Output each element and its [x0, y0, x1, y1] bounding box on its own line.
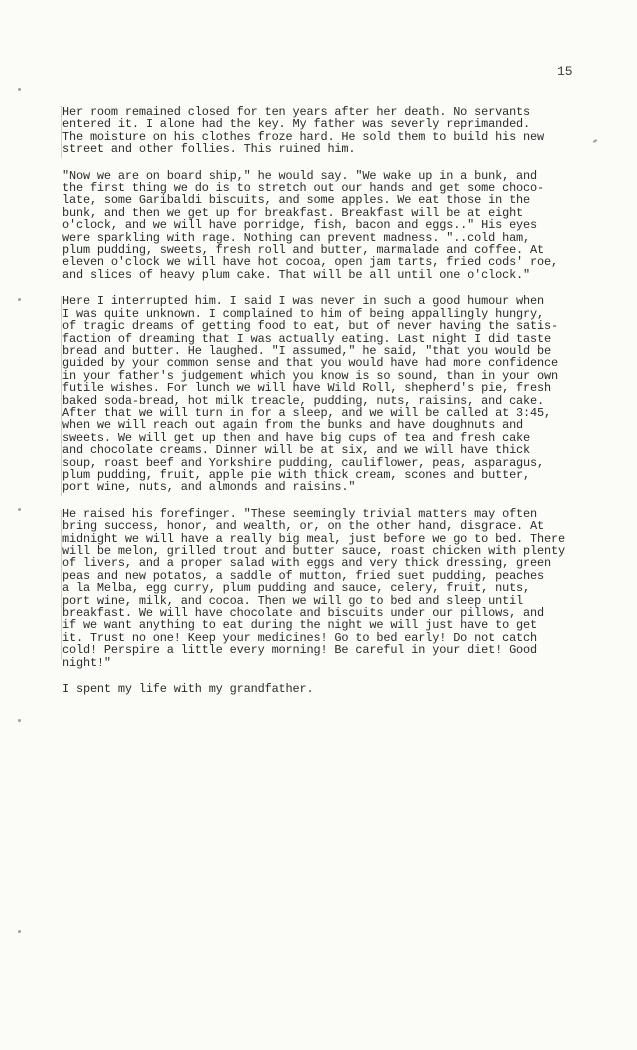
text-line: bunk, and then we get up for breakfast. Breakfast will be at eight	[62, 205, 524, 220]
paragraph	[62, 508, 602, 669]
paragraph	[62, 106, 602, 156]
text-line: of tragic dreams of getting food to eat, but of never having the satis-	[62, 319, 558, 334]
text-line: breakfast. We will have chocolate and biscuits under our pillows, and	[62, 606, 545, 621]
text-line: it. Trust no one! Keep your medicines! Go to bed early! Do not catch	[62, 630, 538, 645]
text-line: the first thing we do is to stretch out our hands and get some choco-	[62, 181, 545, 196]
text-line: entered it. I alone had the key. My father was severly reprimanded.	[62, 117, 531, 132]
text-line: He raised his forefinger. "These seemingly trivial matters may often	[62, 506, 538, 521]
text-line: will be melon, grilled trout and butter sauce, roast chicken with plenty	[62, 544, 565, 558]
text-line: soup, roast beef and Yorkshire pudding, cauliflower, peas, asparagus,	[62, 455, 545, 470]
text-line: if we want anything to eat during the night we will just have to get	[62, 618, 538, 633]
text-line: port wine, milk, and cocoa. Then we will go to bed and sleep until	[62, 593, 524, 608]
text-line: port wine, nuts, and almonds and raisins."	[62, 480, 356, 495]
text-line: cold! Perspire a little every morning! Be careful in your diet! Good	[62, 643, 538, 658]
text-line: sweets. We will get up then and have big cups of tea and fresh cake	[62, 430, 531, 445]
scan-speck	[18, 298, 21, 301]
text-line: plum pudding, sweets, fresh roll and butter, marmalade and coffee. At	[62, 243, 545, 258]
text-line: bread and butter. He laughed. "I assumed," he said, "that you would be	[62, 343, 551, 358]
text-line: Her room remained closed for ten years after her death. No servants	[62, 105, 531, 119]
text-line: peas and new potatos, a saddle of mutton, fried suet pudding, peaches	[62, 568, 545, 583]
text-line: in your father's judgement which you know is so sound, than in your own	[62, 368, 558, 383]
text-line: I was quite unknown. I complained to him of being appallingly hungry,	[62, 306, 545, 321]
text-line: when we will reach out again from the bunks and have doughnuts and	[62, 418, 524, 433]
text-line: night!"	[62, 655, 111, 670]
body-text	[62, 106, 602, 709]
text-line: baked soda-bread, hot milk treacle, pudding, nuts, raisins, and cake.	[62, 393, 545, 408]
text-line: The moisture on his clothes froze hard. He sold them to build his new	[62, 129, 545, 144]
text-line: After that we will turn in for a sleep, and we will be called at 3:45,	[62, 405, 551, 420]
text-line: late, some Garibaldi biscuits, and some apples. We eat those in the	[62, 193, 531, 208]
page-number: 15	[557, 64, 573, 79]
text-line: and slices of heavy plum cake. That will be all until one o'clock."	[62, 267, 531, 282]
text-line: plum pudding, fruit, apple pie with thick cream, scones and butter,	[62, 467, 531, 482]
paragraph	[62, 683, 602, 695]
text-line: were sparkling with rage. Nothing can prevent madness. "..cold ham,	[62, 230, 531, 245]
scan-speck	[18, 719, 21, 722]
text-line: of livers, and a proper salad with eggs and very thick dressing, green	[62, 556, 551, 571]
text-line: bring success, honor, and wealth, or, on the other hand, disgrace. At	[62, 519, 545, 534]
scan-speck	[18, 88, 21, 91]
text-line: guided by your common sense and that you would have had more confidence	[62, 356, 558, 371]
text-line: I spent my life with my grandfather.	[62, 682, 314, 697]
scan-speck	[18, 930, 21, 933]
paragraph	[62, 295, 602, 494]
text-line: o'clock, and we will have porridge, fish, bacon and eggs.." His eyes	[62, 218, 538, 233]
text-line: and chocolate creams. Dinner will be at six, and we will have thick	[62, 443, 531, 458]
paragraph	[62, 170, 602, 282]
scan-speck	[18, 508, 21, 511]
text-line: faction of dreaming that I was actually eating. Last night I did taste	[62, 331, 551, 346]
text-line: midnight we will have a really big meal, just before we go to bed. There	[62, 531, 565, 546]
text-line: Here I interrupted him. I said I was never in such a good humour when	[62, 294, 545, 309]
text-line: futile wishes. For lunch we will have Wild Roll, shepherd's pie, fresh	[62, 381, 551, 396]
text-line: a la Melba, egg curry, plum pudding and sauce, celery, fruit, nuts,	[62, 581, 531, 596]
text-line: "Now we are on board ship," he would say. "We wake up in a bunk, and	[62, 168, 538, 183]
text-line: street and other follies. This ruined him.	[62, 142, 356, 157]
text-line: eleven o'clock we will have hot cocoa, open jam tarts, fried cods' roe,	[62, 255, 558, 270]
